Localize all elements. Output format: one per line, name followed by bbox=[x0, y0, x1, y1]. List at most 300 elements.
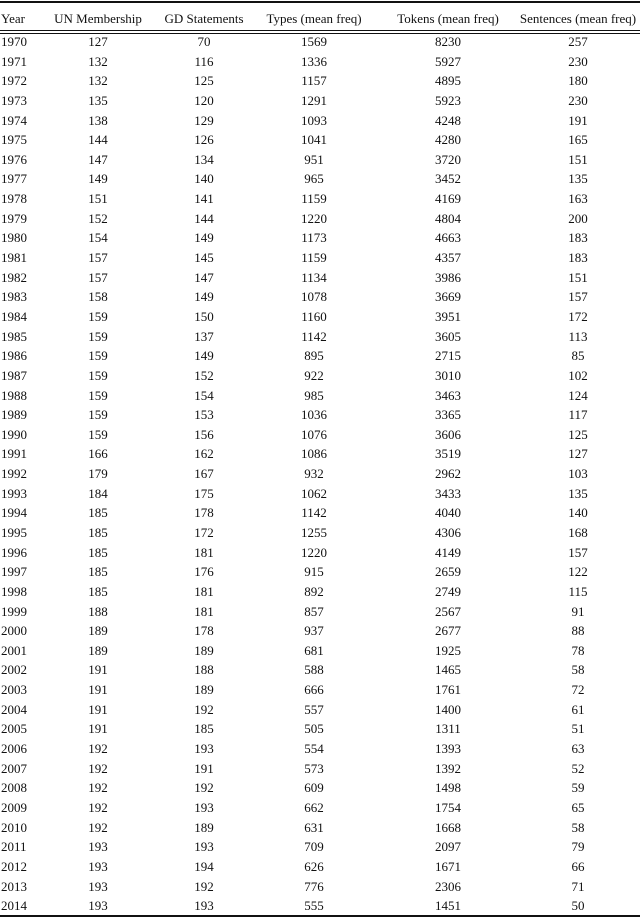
cell-types: 1159 bbox=[301, 191, 327, 207]
table-row bbox=[0, 503, 640, 522]
cell-gd-statements: 70 bbox=[197, 34, 211, 49]
cell-year: 1992 bbox=[1, 466, 27, 482]
cell-tokens: 3433 bbox=[435, 485, 461, 501]
cell-gd-statements: 129 bbox=[194, 112, 214, 128]
cell-sentences: 78 bbox=[571, 642, 585, 658]
cell-un-membership: 193 bbox=[88, 898, 108, 914]
cell-tokens: 1761 bbox=[435, 682, 461, 698]
cell-tokens: 1754 bbox=[435, 799, 461, 815]
cell-types: 588 bbox=[304, 662, 324, 678]
cell-types: 626 bbox=[304, 858, 324, 874]
cell-sentences: 165 bbox=[568, 132, 588, 148]
cell-year: 2013 bbox=[1, 878, 27, 894]
cell-gd-statements: 116 bbox=[194, 53, 214, 69]
cell-tokens: 4663 bbox=[435, 230, 461, 246]
cell-sentences: 157 bbox=[568, 289, 588, 305]
cell-year: 1993 bbox=[1, 485, 27, 501]
cell-year: 1982 bbox=[1, 269, 27, 285]
cell-year: 1994 bbox=[1, 505, 27, 521]
cell-sentences: 230 bbox=[568, 92, 588, 108]
cell-un-membership: 149 bbox=[88, 171, 108, 187]
cell-sentences: 103 bbox=[568, 466, 588, 482]
cell-sentences: 91 bbox=[571, 603, 585, 619]
cell-types: 1134 bbox=[301, 269, 327, 285]
cell-gd-statements: 150 bbox=[194, 308, 214, 324]
cell-sentences: 200 bbox=[568, 210, 588, 226]
cell-gd-statements: 162 bbox=[194, 446, 214, 462]
table-row bbox=[0, 52, 640, 71]
cell-gd-statements: 191 bbox=[194, 760, 214, 776]
cell-tokens: 4895 bbox=[435, 73, 461, 89]
cell-tokens: 4149 bbox=[435, 544, 461, 560]
cell-year: 1980 bbox=[1, 230, 27, 246]
cell-types: 554 bbox=[304, 741, 324, 757]
cell-sentences: 127 bbox=[568, 446, 588, 462]
cell-un-membership: 159 bbox=[88, 407, 108, 423]
cell-year: 2002 bbox=[1, 662, 27, 678]
cell-sentences: 85 bbox=[571, 348, 585, 364]
cell-year: 1984 bbox=[1, 308, 27, 324]
cell-types: 985 bbox=[304, 387, 324, 403]
cell-types: 965 bbox=[304, 171, 324, 187]
cell-types: 1062 bbox=[301, 485, 327, 501]
cell-gd-statements: 141 bbox=[194, 191, 214, 207]
cell-year: 1977 bbox=[1, 171, 27, 187]
table-row bbox=[0, 523, 640, 542]
cell-gd-statements: 188 bbox=[194, 662, 214, 678]
cell-tokens: 2749 bbox=[435, 583, 461, 599]
cell-un-membership: 192 bbox=[88, 799, 108, 815]
cell-year: 1995 bbox=[1, 525, 27, 540]
cell-types: 557 bbox=[304, 701, 324, 717]
table-row bbox=[0, 111, 640, 130]
cell-un-membership: 159 bbox=[88, 426, 108, 442]
cell-gd-statements: 181 bbox=[194, 544, 214, 560]
cell-tokens: 1393 bbox=[435, 741, 461, 757]
cell-sentences: 79 bbox=[571, 839, 585, 855]
header-rule bbox=[0, 30, 640, 31]
cell-gd-statements: 192 bbox=[194, 701, 214, 717]
cell-types: 631 bbox=[304, 819, 324, 835]
table-row bbox=[0, 91, 640, 110]
cell-gd-statements: 137 bbox=[194, 328, 214, 344]
cell-sentences: 151 bbox=[568, 151, 588, 167]
cell-year: 1975 bbox=[1, 132, 27, 148]
cell-types: 1255 bbox=[301, 525, 327, 540]
cell-un-membership: 191 bbox=[88, 701, 108, 717]
table-row bbox=[0, 405, 640, 424]
cell-un-membership: 152 bbox=[88, 210, 108, 226]
cell-types: 1142 bbox=[301, 505, 327, 521]
table-row bbox=[0, 857, 640, 876]
cell-gd-statements: 172 bbox=[194, 525, 214, 540]
cell-year: 1983 bbox=[1, 289, 27, 305]
cell-types: 1159 bbox=[301, 250, 327, 266]
cell-types: 681 bbox=[304, 642, 324, 658]
cell-tokens: 4306 bbox=[435, 525, 461, 540]
cell-tokens: 1392 bbox=[435, 760, 461, 776]
cell-tokens: 3606 bbox=[435, 426, 461, 442]
cell-types: 1041 bbox=[301, 132, 327, 148]
cell-gd-statements: 193 bbox=[194, 799, 214, 815]
cell-gd-statements: 181 bbox=[194, 583, 214, 599]
cell-un-membership: 189 bbox=[88, 623, 108, 639]
cell-tokens: 3720 bbox=[435, 151, 461, 167]
cell-tokens: 1668 bbox=[435, 819, 461, 835]
cell-types: 555 bbox=[304, 898, 324, 914]
cell-year: 1997 bbox=[1, 564, 27, 580]
cell-types: 1076 bbox=[301, 426, 327, 442]
cell-year: 1987 bbox=[1, 367, 27, 383]
cell-gd-statements: 181 bbox=[194, 603, 214, 619]
cell-sentences: 51 bbox=[571, 721, 585, 737]
cell-un-membership: 192 bbox=[88, 780, 108, 796]
table-row bbox=[0, 248, 640, 267]
cell-year: 1981 bbox=[1, 250, 27, 266]
header-un-membership: UN Membership bbox=[54, 11, 142, 26]
header-year: Year bbox=[1, 11, 25, 26]
cell-sentences: 63 bbox=[571, 741, 585, 757]
cell-un-membership: 192 bbox=[88, 819, 108, 835]
cell-sentences: 50 bbox=[571, 898, 585, 914]
cell-gd-statements: 140 bbox=[194, 171, 214, 187]
cell-un-membership: 154 bbox=[88, 230, 108, 246]
cell-sentences: 52 bbox=[571, 760, 585, 776]
cell-gd-statements: 153 bbox=[194, 407, 214, 423]
cell-types: 857 bbox=[304, 603, 324, 619]
cell-year: 2009 bbox=[1, 799, 27, 815]
cell-un-membership: 159 bbox=[88, 328, 108, 344]
cell-sentences: 72 bbox=[571, 682, 585, 698]
cell-year: 2011 bbox=[1, 839, 27, 855]
cell-types: 1142 bbox=[301, 328, 327, 344]
cell-sentences: 125 bbox=[568, 426, 588, 442]
table-row bbox=[0, 680, 640, 699]
cell-types: 1220 bbox=[301, 210, 327, 226]
cell-un-membership: 185 bbox=[88, 583, 108, 599]
cell-tokens: 4804 bbox=[435, 210, 461, 226]
cell-sentences: 124 bbox=[568, 387, 588, 403]
cell-types: 666 bbox=[304, 682, 324, 698]
table-row bbox=[0, 877, 640, 896]
cell-un-membership: 144 bbox=[88, 132, 108, 148]
cell-types: 609 bbox=[304, 780, 324, 796]
cell-tokens: 4280 bbox=[435, 132, 461, 148]
cell-year: 2003 bbox=[1, 682, 27, 698]
cell-sentences: 58 bbox=[571, 662, 585, 678]
header-sentences: Sentences (mean freq) bbox=[519, 11, 637, 26]
table-row bbox=[0, 543, 640, 562]
cell-year: 1999 bbox=[1, 603, 27, 619]
cell-sentences: 71 bbox=[571, 878, 585, 894]
cell-gd-statements: 192 bbox=[194, 878, 214, 894]
cell-types: 951 bbox=[304, 151, 324, 167]
cell-un-membership: 185 bbox=[88, 564, 108, 580]
cell-types: 1291 bbox=[301, 92, 327, 108]
cell-sentences: 163 bbox=[568, 191, 588, 207]
cell-types: 895 bbox=[304, 348, 324, 364]
cell-gd-statements: 147 bbox=[194, 269, 214, 285]
cell-un-membership: 189 bbox=[88, 642, 108, 658]
table-row bbox=[0, 798, 640, 817]
table-row bbox=[0, 327, 640, 346]
cell-sentences: 61 bbox=[571, 701, 585, 717]
cell-sentences: 183 bbox=[568, 230, 588, 246]
cell-types: 662 bbox=[304, 799, 324, 815]
cell-year: 2007 bbox=[1, 760, 27, 776]
table-header-row bbox=[0, 9, 640, 28]
cell-year: 1989 bbox=[1, 407, 27, 423]
cell-types: 1093 bbox=[301, 112, 327, 128]
cell-sentences: 172 bbox=[568, 308, 588, 324]
cell-un-membership: 157 bbox=[88, 250, 108, 266]
cell-gd-statements: 167 bbox=[194, 466, 214, 482]
cell-un-membership: 157 bbox=[88, 269, 108, 285]
cell-gd-statements: 125 bbox=[194, 73, 214, 89]
cell-year: 1978 bbox=[1, 191, 27, 207]
cell-tokens: 3605 bbox=[435, 328, 461, 344]
cell-gd-statements: 149 bbox=[194, 348, 214, 364]
cell-sentences: 168 bbox=[568, 525, 588, 540]
table-row bbox=[0, 268, 640, 287]
cell-year: 2000 bbox=[1, 623, 27, 639]
cell-tokens: 2097 bbox=[435, 839, 461, 855]
table-row bbox=[0, 287, 640, 306]
cell-un-membership: 158 bbox=[88, 289, 108, 305]
cell-sentences: 135 bbox=[568, 485, 588, 501]
cell-year: 1970 bbox=[1, 34, 27, 49]
cell-un-membership: 159 bbox=[88, 367, 108, 383]
cell-sentences: 157 bbox=[568, 544, 588, 560]
cell-gd-statements: 178 bbox=[194, 623, 214, 639]
cell-sentences: 183 bbox=[568, 250, 588, 266]
cell-gd-statements: 156 bbox=[194, 426, 214, 442]
cell-sentences: 59 bbox=[571, 780, 585, 796]
cell-types: 1157 bbox=[301, 73, 327, 89]
cell-tokens: 2677 bbox=[435, 623, 461, 639]
cell-gd-statements: 144 bbox=[194, 210, 214, 226]
cell-types: 937 bbox=[304, 623, 324, 639]
table-row bbox=[0, 759, 640, 778]
table-row bbox=[0, 169, 640, 188]
cell-year: 2001 bbox=[1, 642, 27, 658]
table-row bbox=[0, 700, 640, 719]
cell-un-membership: 166 bbox=[88, 446, 108, 462]
cell-types: 922 bbox=[304, 367, 324, 383]
cell-year: 1988 bbox=[1, 387, 27, 403]
cell-year: 1972 bbox=[1, 73, 27, 89]
cell-un-membership: 191 bbox=[88, 721, 108, 737]
cell-un-membership: 159 bbox=[88, 308, 108, 324]
table-row bbox=[0, 660, 640, 679]
table-row bbox=[0, 778, 640, 797]
table-row bbox=[0, 621, 640, 640]
cell-un-membership: 185 bbox=[88, 525, 108, 540]
cell-year: 1971 bbox=[1, 53, 27, 69]
cell-un-membership: 193 bbox=[88, 858, 108, 874]
table-row bbox=[0, 562, 640, 581]
table-row bbox=[0, 71, 640, 90]
cell-year: 1985 bbox=[1, 328, 27, 344]
cell-sentences: 191 bbox=[568, 112, 588, 128]
cell-un-membership: 188 bbox=[88, 603, 108, 619]
cell-year: 1990 bbox=[1, 426, 27, 442]
cell-sentences: 102 bbox=[568, 367, 588, 383]
cell-gd-statements: 120 bbox=[194, 92, 214, 108]
table-row bbox=[0, 896, 640, 915]
table-row bbox=[0, 582, 640, 601]
cell-un-membership: 135 bbox=[88, 92, 108, 108]
cell-gd-statements: 192 bbox=[194, 780, 214, 796]
cell-un-membership: 191 bbox=[88, 662, 108, 678]
table-row bbox=[0, 150, 640, 169]
cell-un-membership: 192 bbox=[88, 741, 108, 757]
cell-gd-statements: 145 bbox=[194, 250, 214, 266]
cell-types: 892 bbox=[304, 583, 324, 599]
cell-tokens: 3951 bbox=[435, 308, 461, 324]
table-row bbox=[0, 346, 640, 365]
cell-sentences: 180 bbox=[568, 73, 588, 89]
table-row bbox=[0, 130, 640, 149]
cell-year: 2008 bbox=[1, 780, 27, 796]
cell-gd-statements: 154 bbox=[194, 387, 214, 403]
cell-tokens: 1925 bbox=[435, 642, 461, 658]
cell-un-membership: 159 bbox=[88, 387, 108, 403]
table-row bbox=[0, 484, 640, 503]
cell-tokens: 5923 bbox=[435, 92, 461, 108]
cell-year: 2012 bbox=[1, 858, 27, 874]
cell-un-membership: 179 bbox=[88, 466, 108, 482]
cell-sentences: 140 bbox=[568, 505, 588, 521]
cell-types: 776 bbox=[304, 878, 324, 894]
cell-tokens: 2659 bbox=[435, 564, 461, 580]
cell-gd-statements: 189 bbox=[194, 682, 214, 698]
cell-year: 1986 bbox=[1, 348, 27, 364]
cell-gd-statements: 193 bbox=[194, 839, 214, 855]
table-row bbox=[0, 32, 640, 51]
cell-tokens: 3365 bbox=[435, 407, 461, 423]
cell-gd-statements: 193 bbox=[194, 898, 214, 914]
cell-sentences: 135 bbox=[568, 171, 588, 187]
cell-types: 915 bbox=[304, 564, 324, 580]
cell-year: 1973 bbox=[1, 92, 27, 108]
cell-gd-statements: 178 bbox=[194, 505, 214, 521]
cell-tokens: 4040 bbox=[435, 505, 461, 521]
table-row bbox=[0, 209, 640, 228]
table-row bbox=[0, 228, 640, 247]
cell-un-membership: 151 bbox=[88, 191, 108, 207]
cell-gd-statements: 189 bbox=[194, 642, 214, 658]
cell-un-membership: 193 bbox=[88, 878, 108, 894]
cell-un-membership: 192 bbox=[88, 760, 108, 776]
cell-tokens: 1671 bbox=[435, 858, 461, 874]
cell-tokens: 1498 bbox=[435, 780, 461, 796]
cell-tokens: 8230 bbox=[435, 34, 461, 49]
cell-tokens: 2715 bbox=[435, 348, 461, 364]
table-row bbox=[0, 641, 640, 660]
cell-gd-statements: 152 bbox=[194, 367, 214, 383]
cell-tokens: 2306 bbox=[435, 878, 461, 894]
cell-un-membership: 147 bbox=[88, 151, 108, 167]
cell-sentences: 230 bbox=[568, 53, 588, 69]
cell-types: 1336 bbox=[301, 53, 327, 69]
cell-sentences: 88 bbox=[571, 623, 585, 639]
cell-gd-statements: 149 bbox=[194, 289, 214, 305]
cell-tokens: 1451 bbox=[435, 898, 461, 914]
cell-types: 932 bbox=[304, 466, 324, 482]
cell-gd-statements: 175 bbox=[194, 485, 214, 501]
cell-un-membership: 127 bbox=[88, 34, 108, 49]
cell-tokens: 3519 bbox=[435, 446, 461, 462]
cell-gd-statements: 134 bbox=[194, 151, 214, 167]
cell-year: 2004 bbox=[1, 701, 27, 717]
cell-tokens: 2962 bbox=[435, 466, 461, 482]
cell-un-membership: 185 bbox=[88, 544, 108, 560]
table-row bbox=[0, 425, 640, 444]
table-row bbox=[0, 818, 640, 837]
table-top-rule bbox=[0, 1, 640, 3]
table-row bbox=[0, 189, 640, 208]
cell-year: 2014 bbox=[1, 898, 27, 914]
cell-year: 2006 bbox=[1, 741, 27, 757]
cell-tokens: 3452 bbox=[435, 171, 461, 187]
cell-types: 1173 bbox=[301, 230, 327, 246]
cell-tokens: 1400 bbox=[435, 701, 461, 717]
cell-tokens: 3463 bbox=[435, 387, 461, 403]
cell-un-membership: 132 bbox=[88, 53, 108, 69]
cell-gd-statements: 189 bbox=[194, 819, 214, 835]
table-row bbox=[0, 739, 640, 758]
cell-year: 1991 bbox=[1, 446, 27, 462]
cell-tokens: 3669 bbox=[435, 289, 461, 305]
cell-types: 709 bbox=[304, 839, 324, 855]
cell-sentences: 257 bbox=[568, 34, 588, 49]
table-row bbox=[0, 366, 640, 385]
cell-gd-statements: 126 bbox=[194, 132, 214, 148]
cell-tokens: 5927 bbox=[435, 53, 461, 69]
cell-tokens: 2567 bbox=[435, 603, 461, 619]
table-row bbox=[0, 386, 640, 405]
cell-un-membership: 132 bbox=[88, 73, 108, 89]
table-row bbox=[0, 464, 640, 483]
cell-un-membership: 138 bbox=[88, 112, 108, 128]
cell-sentences: 151 bbox=[568, 269, 588, 285]
cell-tokens: 4357 bbox=[435, 250, 461, 266]
table-row bbox=[0, 602, 640, 621]
cell-un-membership: 193 bbox=[88, 839, 108, 855]
cell-gd-statements: 193 bbox=[194, 741, 214, 757]
cell-un-membership: 184 bbox=[88, 485, 108, 501]
header-gd-statements: GD Statements bbox=[164, 11, 244, 26]
cell-sentences: 117 bbox=[568, 407, 588, 423]
cell-types: 573 bbox=[304, 760, 324, 776]
cell-sentences: 113 bbox=[568, 328, 588, 344]
cell-types: 1220 bbox=[301, 544, 327, 560]
cell-types: 1036 bbox=[301, 407, 327, 423]
cell-year: 2005 bbox=[1, 721, 27, 737]
table-row bbox=[0, 837, 640, 856]
cell-year: 1974 bbox=[1, 112, 27, 128]
cell-un-membership: 191 bbox=[88, 682, 108, 698]
cell-tokens: 4248 bbox=[435, 112, 461, 128]
cell-gd-statements: 185 bbox=[194, 721, 214, 737]
cell-year: 1998 bbox=[1, 583, 27, 599]
cell-year: 1996 bbox=[1, 544, 27, 560]
table-row bbox=[0, 719, 640, 738]
cell-tokens: 3010 bbox=[435, 367, 461, 383]
cell-tokens: 1465 bbox=[435, 662, 461, 678]
cell-types: 1086 bbox=[301, 446, 327, 462]
